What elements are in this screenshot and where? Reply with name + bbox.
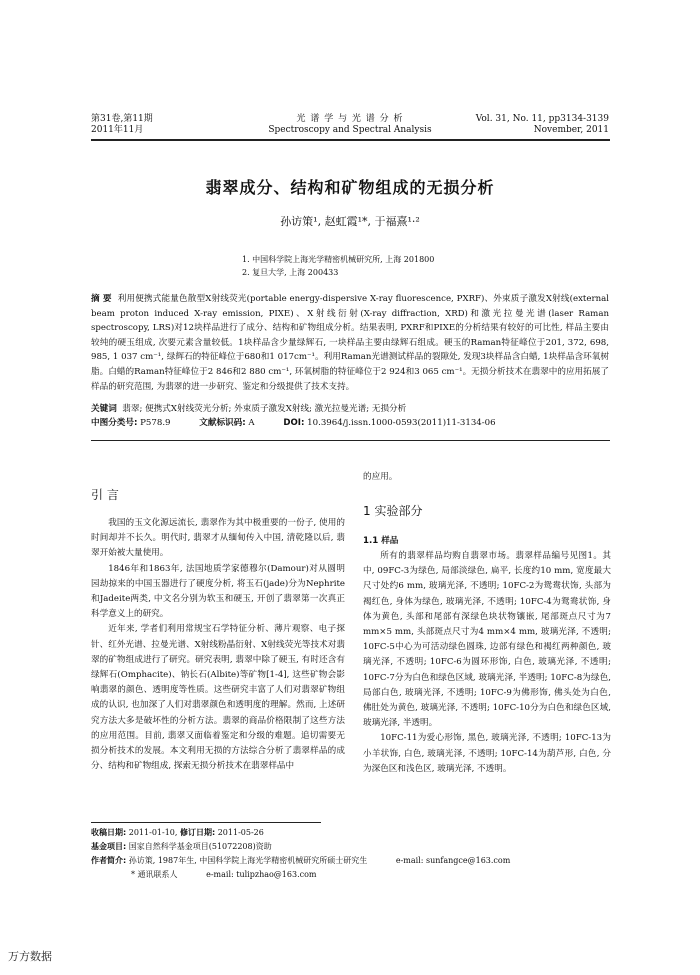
footnote-correspondence — [131, 868, 651, 882]
article-title: 翡翠成分、结构和矿物组成的无损分析 — [205, 178, 495, 197]
abstract-text: 利用便携式能量色散型X射线荧光(portable energy-dispersive X-ray fluorescence, PXRF)、外束质子激发X射线(external beam proton induced X-ray emission, PIXE)、X射线衍射(X-ray diffraction, XRD)和激光拉曼光谱(laser Raman spectroscopy, LRS)对12块样品进行了成分、结构和矿物组成分析。结果表明, PXRF和PIXE的分析结果有较好的可比性, 样品主要由较纯的硬玉组成, 次要元素含量较低。1块样品含少量绿辉石, 一块样品主要由绿辉石组成。硬玉的Raman特征峰位于201, 372, 698, 985, 1 037 cm⁻¹, 绿辉石的特征峰位于680和1 017cm⁻¹。利用Raman光谱测试样品的裂隙处, 发现3块样品含白蜡, 1块样品含环氧树脂。白蜡的Raman特征峰位于2 846和2 880 cm⁻¹, 环氧树脂的特征峰位于2 924和3 065 cm⁻¹。无损分析技术在翡翠中的应用拓展了样品的研究范围, 为翡翠的进一步研究、鉴定和分级提供了技术支持。 — [91, 294, 609, 392]
abstract-label: 摘 要 — [91, 294, 112, 304]
header-rule — [91, 139, 610, 141]
right-column-continuation — [363, 470, 611, 485]
journal-title-en: Spectroscopy and Spectral Analysis — [268, 125, 432, 135]
affiliation-2: 2. 复旦大学, 上海 200433 — [242, 268, 339, 277]
samples-paragraph-1: 所有的翡翠样品均购自翡翠市场。翡翠样品编号见图1。其中, 09FC-3为绿色, 局部淡绿色, 扁平, 长度约10 mm, 宽度最大尺寸处约6 mm, 玻璃光泽, 不透明; 10FC-2为鸳鸯状饰, 头部为褐红色, 身体为绿色, 玻璃光泽, 不透明; 10FC-4为鸳鸯状饰, 身体为黄色, 头部和尾部有深绿色块状物镶嵌, 尾部斑点尺寸为7 mm×5 mm, 头部斑点尺寸为4 mm×4 mm, 玻璃光泽, 不透明; 10FC-5中心为可活动绿色圆珠, 边部有绿色和褐红两种颜色, 玻璃光泽, 不透明; 10FC-6为圆环形饰, 白色, 玻璃光泽, 不透明; 10FC-7分为白色和绿色区域, 玻璃光泽, 半透明; 10FC-8为绿色, 局部白色, 玻璃光泽, 不透明; 10FC-9为佛形饰, 佛头处为白色, 佛肚处为黄色, 玻璃光泽, 不透明; 10FC-10分为白色和绿色区域, 玻璃光泽, 半透明。 — [363, 551, 611, 729]
intro-paragraph-1: 我国的玉文化源远流长, 翡翠作为其中极重要的一份子, 使用的时间却并不长久。明代时, 翡翠才从缅甸传入中国, 清乾隆以后, 翡翠开始被大量使用。 — [91, 518, 345, 559]
footnote-bio — [91, 854, 611, 868]
journal-citation — [409, 114, 609, 136]
keywords — [91, 402, 611, 416]
watermark: 万方数据 — [8, 950, 52, 963]
bio-label: 作者简介: — [91, 856, 127, 865]
clc-value: P578.9 — [140, 418, 171, 428]
affiliations — [242, 253, 434, 279]
doc-code-value: A — [248, 418, 255, 428]
footnote-fund — [91, 840, 611, 854]
revised-label: 修订日期: — [179, 828, 216, 837]
fund-text: 国家自然科学基金项目(51072208)资助 — [128, 842, 272, 851]
samples-paragraph-2: 10FC-11为爱心形饰, 黑色, 玻璃光泽, 不透明; 10FC-13为小羊状饰, 白色, 玻璃光泽, 不透明; 10FC-14为葫芦形, 白色, 分为深色区和浅色区, 玻璃光泽, 不透明。 — [363, 733, 611, 774]
journal-title-cn: 光 谱 学 与 光 谱 分 析 — [296, 114, 404, 124]
author-list: 孙访策¹, 赵虹霞¹*, 于福熹¹·² — [280, 215, 420, 228]
intro-paragraph-2: 1846年和1863年, 法国地质学家德穆尔(Damour)对从圆明园劫掠来的中国玉器进行了硬度分析, 将玉石(jade)分为Nephrite和Jadeite两类, 中文名分别为软玉和硬玉, 开创了翡翠第一次真正科学意义上的研究。 — [91, 563, 345, 620]
intro-heading: 引 言 — [91, 488, 119, 502]
corresponding-label: * 通讯联系人 — [131, 870, 178, 879]
month-year: November, 2011 — [533, 125, 609, 135]
classification-line — [91, 416, 611, 430]
abstract — [91, 292, 609, 394]
clc-label: 中图分类号: — [91, 418, 138, 428]
intro-paragraph-3: 近年来, 学者们利用常规宝石学特征分析、薄片观察、电子探针、红外光谱、拉曼光谱、X射线粉晶衍射、X射线荧光等技术对翡翠的矿物组成进行了研究。研究表明, 翡翠中除了硬玉, 有时还含有绿辉石(Omphacite)、钠长石(Albite)等矿物[1-4], 这些矿物会影响翡翠的颜色、透明度等性质。这些研究丰富了人们对翡翠矿物组成的认识, 也加深了人们对翡翠颜色和透明度的理解。然而, 上述研究方法大多是破坏性的分析方法。翡翠的商品价格限制了这些方法的应用范围。目前, 翡翠又面临着鉴定和分级的难题。追切需要无损分析技术的发展。本文利用无损的方法综合分析了翡翠样品的成分、结构和矿物组成, 探索无损分析技术在翡翠样品中 — [91, 624, 345, 772]
issue-date: 2011年11月 — [91, 125, 144, 135]
section-heading: 1 实验部分 — [363, 504, 423, 518]
received-date: 2011-01-10, — [128, 828, 178, 837]
journal-volume — [91, 114, 153, 136]
doi-value: 10.3964/j.issn.1000-0593(2011)11-3134-06 — [307, 418, 496, 428]
continuation-text: 的应用。 — [363, 472, 398, 482]
keywords-label: 关键词 — [91, 404, 117, 414]
intro-body — [91, 516, 345, 774]
fund-label: 基金项目: — [91, 842, 127, 851]
abstract-rule — [91, 440, 610, 441]
revised-date: 2011-05-26 — [217, 828, 264, 837]
doi-label: DOI: — [283, 418, 305, 428]
bio-email[interactable]: e-mail: sunfangce@163.com — [395, 856, 511, 865]
keywords-text: 翡翠; 便携式X射线荧光分析; 外束质子激发X射线; 激光拉曼光谱; 无损分析 — [122, 404, 407, 414]
samples-body — [363, 549, 611, 777]
bio-text: 孙访策, 1987年生, 中国科学院上海光学精密机械研究所硕士研究生 — [128, 856, 368, 865]
footnote-rule — [91, 822, 321, 823]
volume-pages: Vol. 31, No. 11, pp3134-3139 — [475, 114, 609, 124]
corresponding-email[interactable]: e-mail: tulipzhao@163.com — [206, 870, 317, 879]
affiliation-1: 1. 中国科学院上海光学精密机械研究所, 上海 201800 — [242, 255, 435, 264]
doc-code-label: 文献标识码: — [199, 418, 246, 428]
footnote-dates — [91, 826, 611, 840]
volume-issue: 第31卷,第11期 — [91, 114, 153, 124]
received-label: 收稿日期: — [91, 828, 127, 837]
subsection-heading: 1.1 样品 — [363, 536, 399, 546]
